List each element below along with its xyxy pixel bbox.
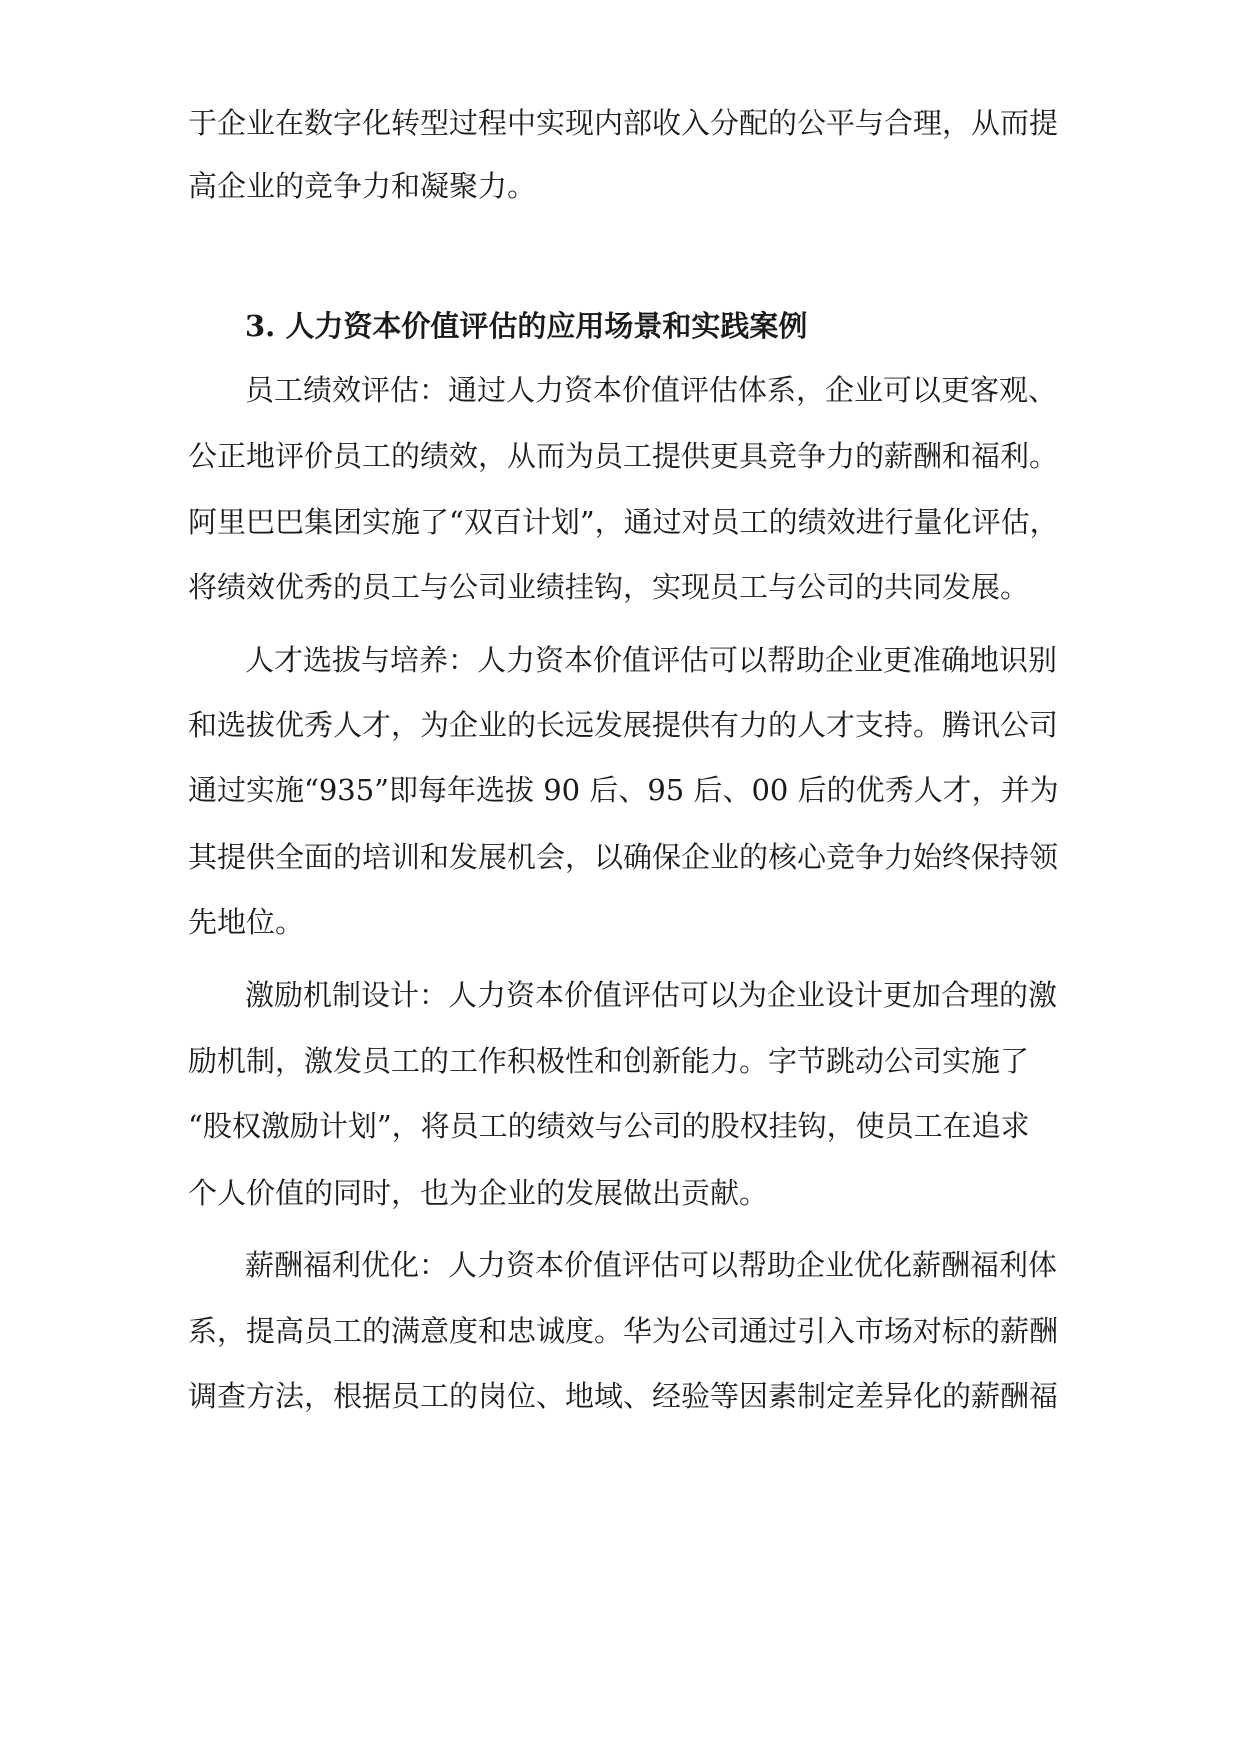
section-heading: 3. 人力资本价值评估的应用场景和实践案例: [245, 309, 808, 343]
paragraph-line: 阿里巴巴集团实施了“双百计划”，通过对员工的绩效进行量化评估，: [188, 505, 1059, 539]
paragraph-line: 其提供全面的培训和发展机会，以确保企业的核心竞争力始终保持领: [188, 840, 1059, 874]
paragraph-line: 于企业在数字化转型过程中实现内部收入分配的公平与合理，从而提: [188, 106, 1059, 140]
paragraph-line: 高企业的竞争力和凝聚力。: [188, 169, 537, 203]
paragraph-line: 先地位。: [188, 905, 305, 939]
paragraph-line: 公正地评价员工的绩效，从而为员工提供更具竞争力的薪酬和福利。: [188, 439, 1059, 473]
paragraph-line: “股权激励计划”，将员工的绩效与公司的股权挂钩，使员工在追求: [188, 1109, 1030, 1143]
paragraph-line: 和选拔优秀人才，为企业的长远发展提供有力的人才支持。腾讯公司: [188, 708, 1059, 742]
paragraph-line: 将绩效优秀的员工与公司业绩挂钩，实现员工与公司的共同发展。: [188, 570, 1030, 604]
paragraph-line: 员工绩效评估：通过人力资本价值评估体系，企业可以更客观、: [245, 373, 1058, 407]
paragraph-line: 调查方法，根据员工的岗位、地域、经验等因素制定差异化的薪酬福: [188, 1379, 1059, 1413]
paragraph-line: 个人价值的同时，也为企业的发展做出贡献。: [188, 1176, 769, 1210]
paragraph-line: 通过实施“935”即每年选拔 90 后、95 后、00 后的优秀人才，并为: [188, 773, 1059, 807]
paragraph-line: 人才选拔与培养：人力资本价值评估可以帮助企业更准确地识别: [245, 643, 1058, 677]
paragraph-line: 励机制，激发员工的工作积极性和创新能力。字节跳动公司实施了: [188, 1044, 1030, 1078]
paragraph-line: 系，提高员工的满意度和忠诚度。华为公司通过引入市场对标的薪酬: [188, 1314, 1059, 1348]
paragraph-line: 薪酬福利优化：人力资本价值评估可以帮助企业优化薪酬福利体: [245, 1248, 1058, 1282]
paragraph-line: 激励机制设计：人力资本价值评估可以为企业设计更加合理的激: [245, 978, 1058, 1012]
